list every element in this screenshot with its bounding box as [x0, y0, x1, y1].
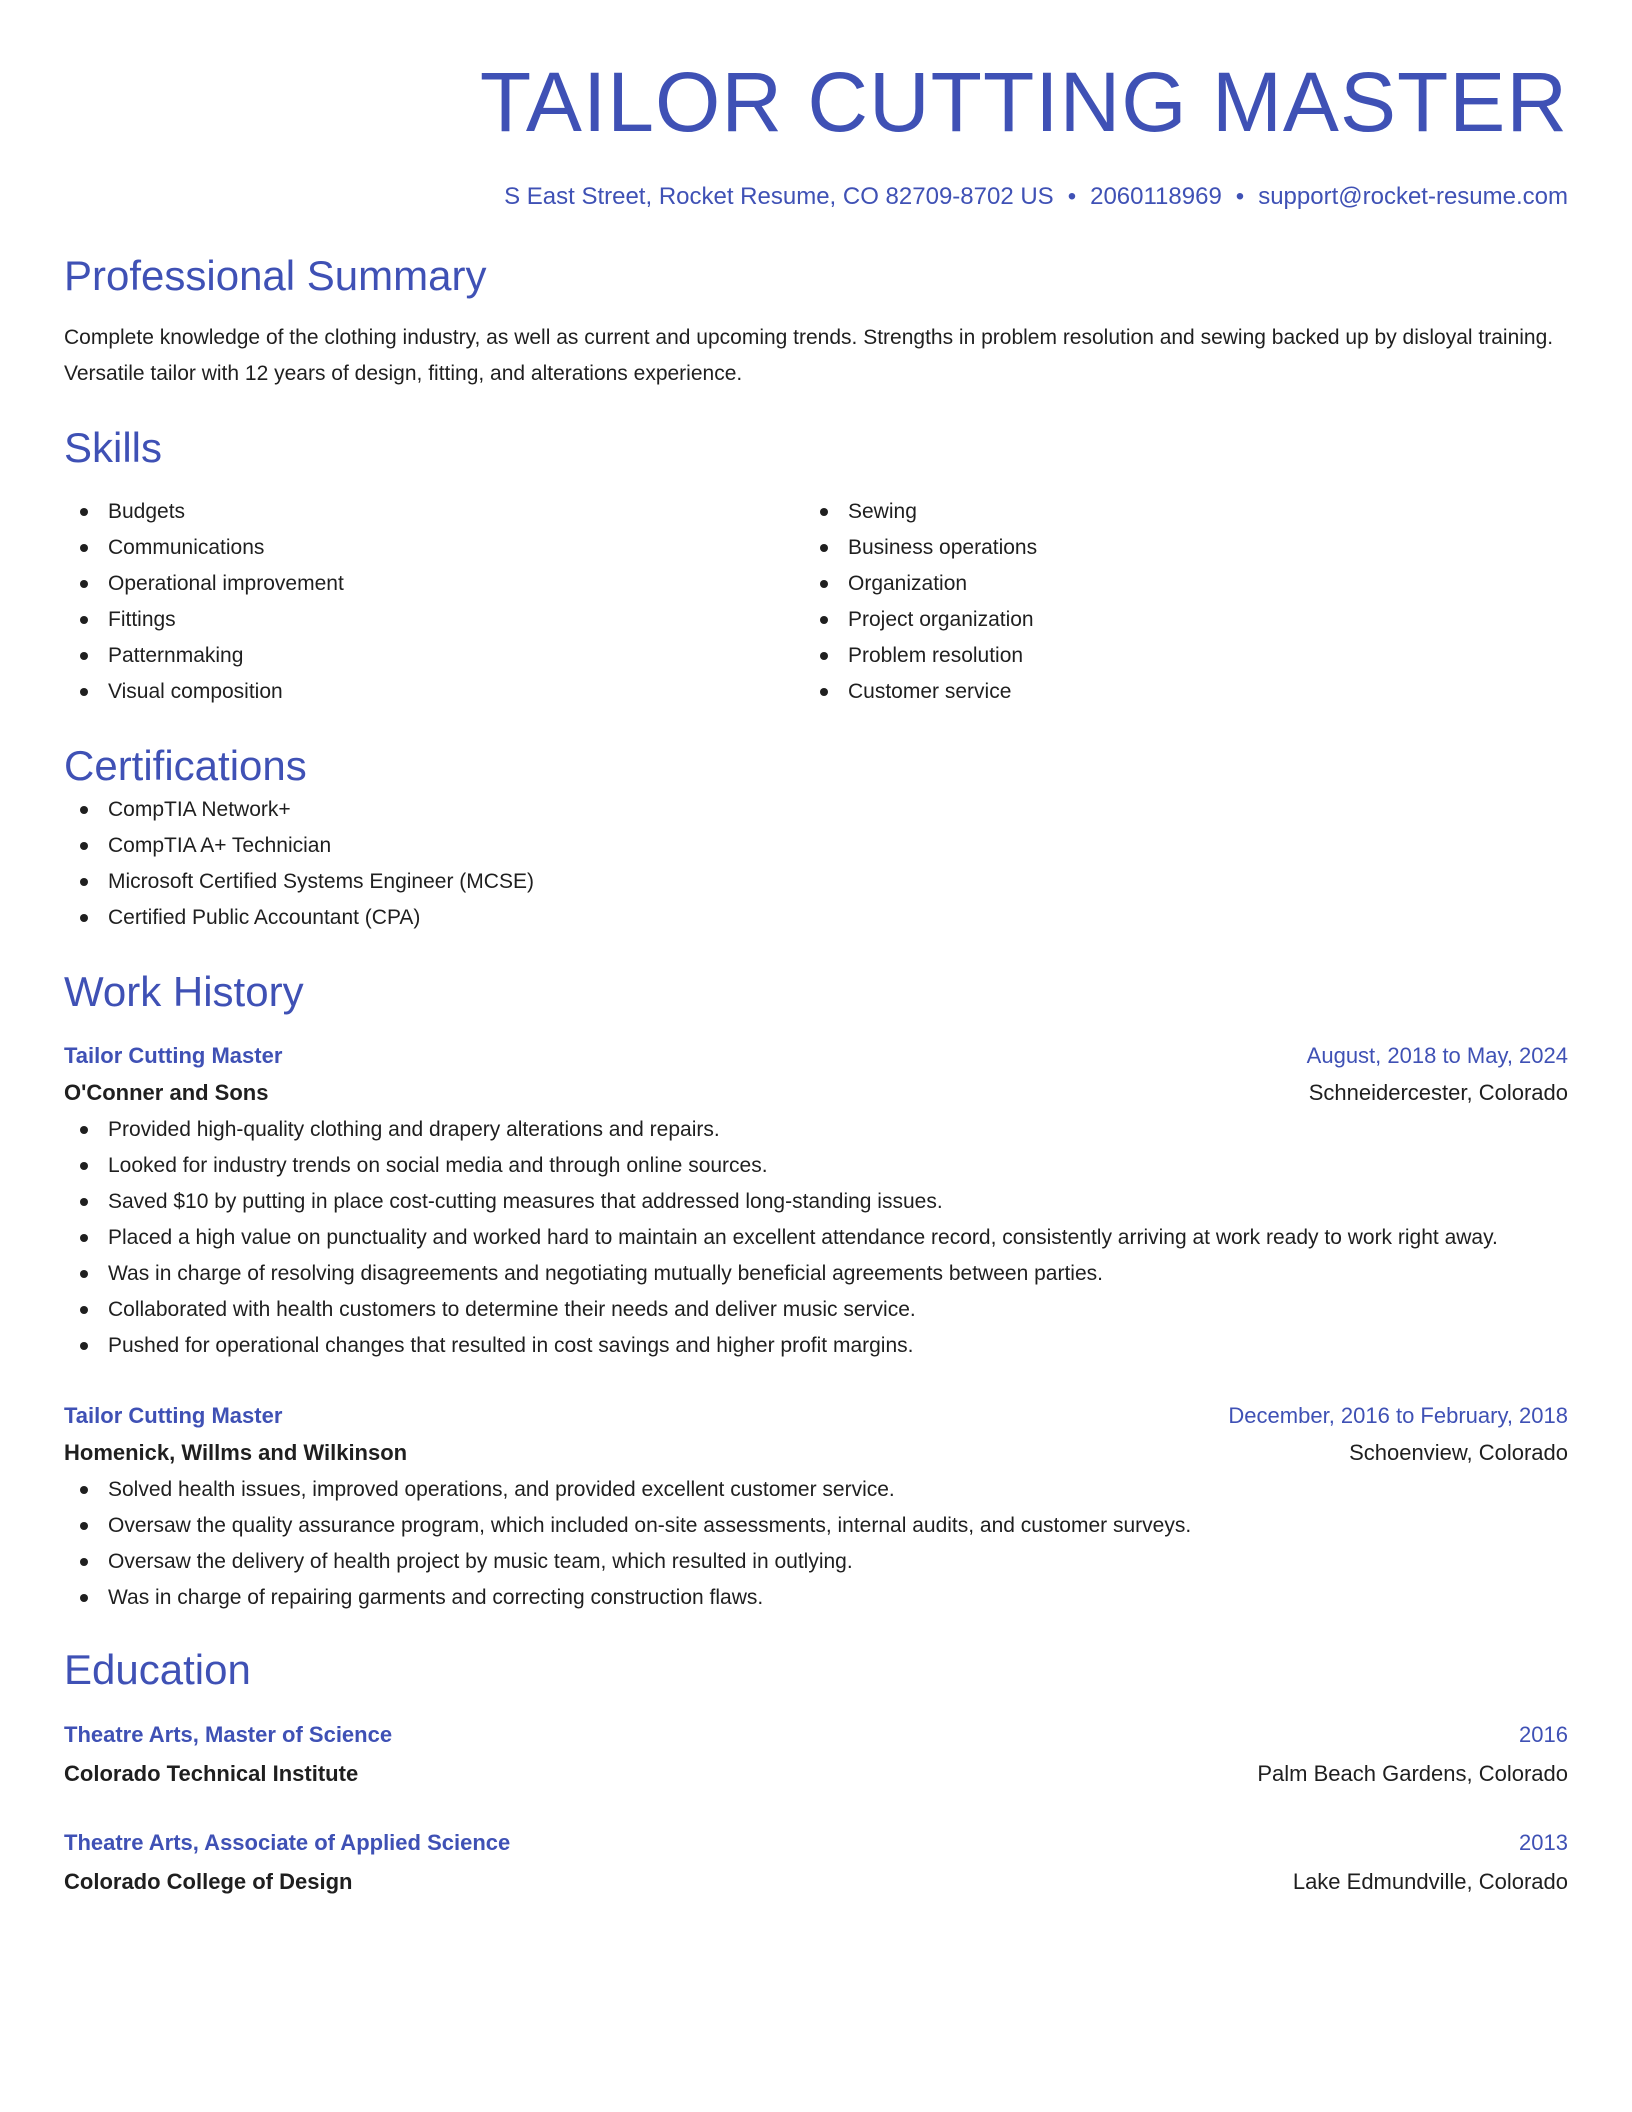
job-dates: August, 2018 to May, 2024	[1306, 1043, 1568, 1068]
skill-item: Problem resolution	[804, 638, 1544, 674]
certification-item: Microsoft Certified Systems Engineer (MCSE)	[64, 864, 1568, 900]
job-dates: December, 2016 to February, 2018	[1228, 1403, 1568, 1428]
job-company-row	[64, 1434, 1568, 1472]
education-header-row	[64, 1716, 1568, 1754]
contact-line	[64, 180, 1568, 214]
contact-separator: •	[1235, 183, 1245, 210]
job-header-row	[64, 1038, 1568, 1074]
education-school-row	[64, 1862, 1568, 1902]
skill-item: Sewing	[804, 494, 1544, 530]
job-company-row	[64, 1074, 1568, 1112]
candidate-name: TAILOR CUTTING MASTER	[479, 55, 1568, 149]
job-bullet: Oversaw the quality assurance program, which included on-site assessments, internal audits, and customer surveys.	[64, 1508, 1568, 1544]
certification-item: CompTIA A+ Technician	[64, 828, 1568, 864]
work-history-heading: Work History	[64, 968, 304, 1015]
education-entry	[64, 1824, 1568, 1902]
job-bullet: Looked for industry trends on social media and through online sources.	[64, 1148, 1568, 1184]
skills-list-right	[804, 494, 1544, 710]
job-entry	[64, 1398, 1568, 1616]
education-year: 2016	[1519, 1722, 1568, 1747]
contact-phone: 2060118969	[1090, 183, 1222, 210]
summary-text: Complete knowledge of the clothing industry, as well as current and upcoming trends. Strengths in problem resolution and sewing backed up by disloyal training. Versatile tailor with 12 years of design, fitting, and alterations experience.	[64, 326, 1554, 385]
skills-column-right	[804, 494, 1544, 710]
education-school-row	[64, 1754, 1568, 1794]
education-entry	[64, 1716, 1568, 1794]
contact-email: support@rocket-resume.com	[1258, 183, 1568, 210]
skill-item: Communications	[64, 530, 804, 566]
job-company: Homenick, Willms and Wilkinson	[64, 1440, 408, 1465]
job-location: Schneidercester, Colorado	[1308, 1080, 1568, 1105]
education-location: Palm Beach Gardens, Colorado	[1257, 1761, 1568, 1786]
skill-item: Customer service	[804, 674, 1544, 710]
job-title: Tailor Cutting Master	[64, 1403, 283, 1428]
contact-address: S East Street, Rocket Resume, CO 82709-8702 US	[504, 183, 1054, 210]
certifications-list	[64, 792, 1568, 936]
skill-item: Fittings	[64, 602, 804, 638]
certifications-heading: Certifications	[64, 742, 307, 789]
certification-item: Certified Public Accountant (CPA)	[64, 900, 1568, 936]
skill-item: Visual composition	[64, 674, 804, 710]
education-degree: Theatre Arts, Associate of Applied Science	[64, 1830, 511, 1855]
job-bullet: Oversaw the delivery of health project by music team, which resulted in outlying.	[64, 1544, 1568, 1580]
job-title: Tailor Cutting Master	[64, 1043, 283, 1068]
job-bullet: Placed a high value on punctuality and worked hard to maintain an excellent attendance record, consistently arriving at work ready to work right away.	[64, 1220, 1568, 1256]
skill-item: Budgets	[64, 494, 804, 530]
summary-heading: Professional Summary	[64, 252, 487, 299]
education-degree: Theatre Arts, Master of Science	[64, 1722, 393, 1747]
job-company: O'Conner and Sons	[64, 1080, 269, 1105]
skills-heading: Skills	[64, 424, 163, 471]
education-school: Colorado Technical Institute	[64, 1761, 359, 1786]
contact-separator: •	[1067, 183, 1077, 210]
skill-item: Operational improvement	[64, 566, 804, 602]
job-bullet: Collaborated with health customers to determine their needs and deliver music service.	[64, 1292, 1568, 1328]
education-header-row	[64, 1824, 1568, 1862]
skill-item: Business operations	[804, 530, 1544, 566]
job-entry	[64, 1038, 1568, 1364]
job-bullet: Was in charge of resolving disagreements and negotiating mutually beneficial agreements between parties.	[64, 1256, 1568, 1292]
skills-column-left	[64, 494, 804, 710]
job-bullet: Pushed for operational changes that resulted in cost savings and higher profit margins.	[64, 1328, 1568, 1364]
education-school: Colorado College of Design	[64, 1869, 353, 1894]
skill-item: Organization	[804, 566, 1544, 602]
education-location: Lake Edmundville, Colorado	[1292, 1869, 1568, 1894]
job-bullet: Solved health issues, improved operations, and provided excellent customer service.	[64, 1472, 1568, 1508]
job-header-row	[64, 1398, 1568, 1434]
job-bullet: Provided high-quality clothing and drapery alterations and repairs.	[64, 1112, 1568, 1148]
skills-list-left	[64, 494, 804, 710]
job-bullet: Saved $10 by putting in place cost-cutting measures that addressed long-standing issues.	[64, 1184, 1568, 1220]
job-bullet-list	[64, 1472, 1568, 1616]
job-location: Schoenview, Colorado	[1349, 1440, 1568, 1465]
skill-item: Project organization	[804, 602, 1544, 638]
certification-item: CompTIA Network+	[64, 792, 1568, 828]
skills-grid	[64, 494, 1568, 710]
job-bullet: Was in charge of repairing garments and correcting construction flaws.	[64, 1580, 1568, 1616]
job-bullet-list	[64, 1112, 1568, 1364]
skill-item: Patternmaking	[64, 638, 804, 674]
education-year: 2013	[1519, 1830, 1568, 1855]
education-heading: Education	[64, 1646, 251, 1693]
